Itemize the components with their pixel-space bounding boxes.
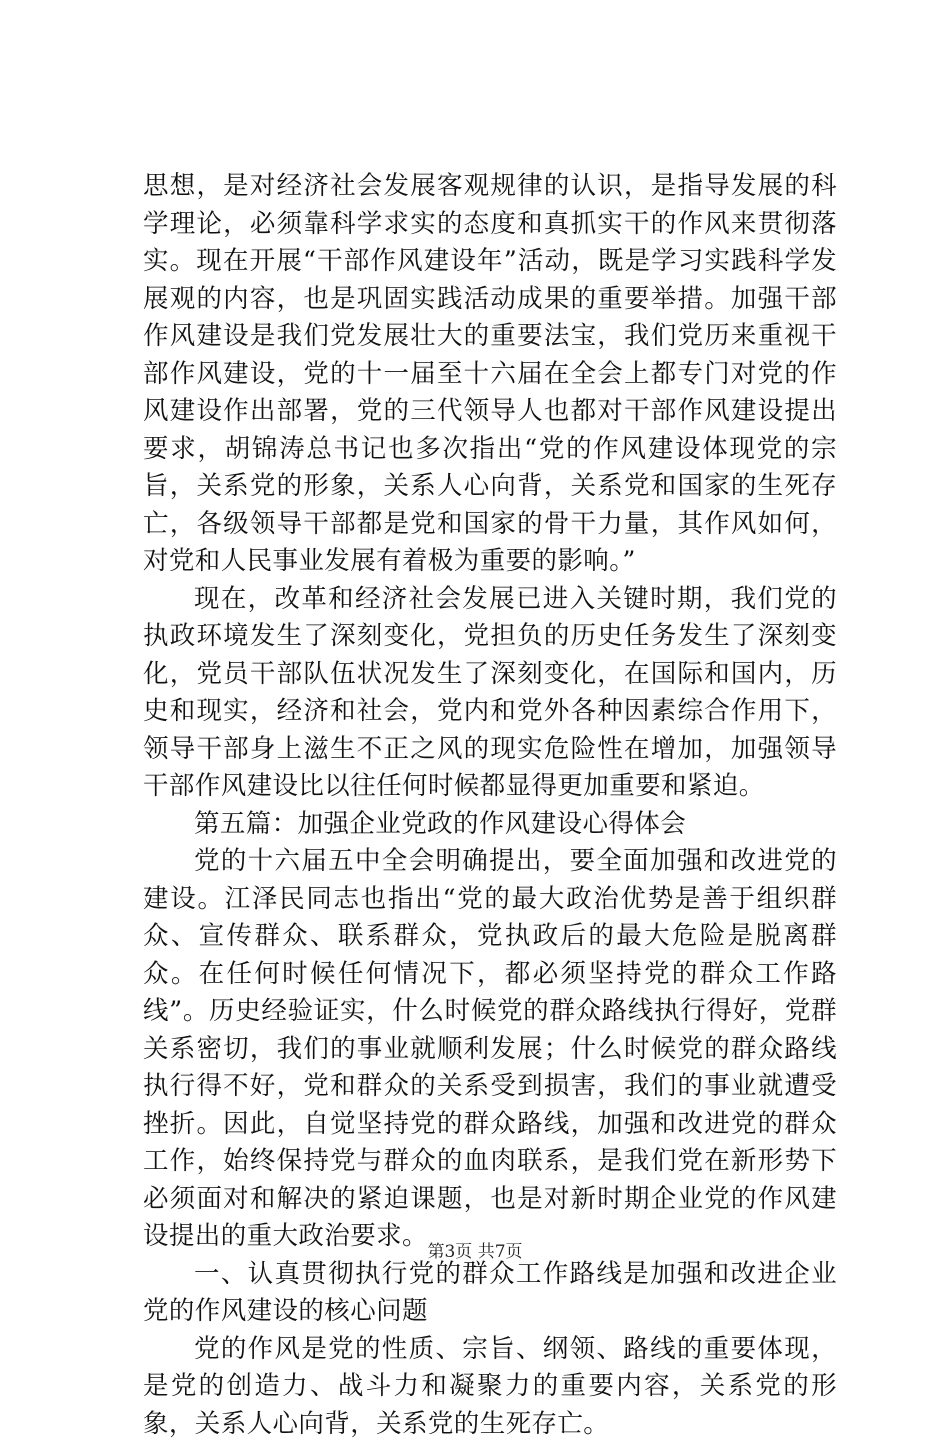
paragraph-continuation: 思想，是对经济社会发展客观规律的认识，是指导发展的科学理论，必须靠科学求实的态度和真抓实干的作风来贯彻落实。现在开展“干部作风建设年”活动，既是学习实践科学发展观的内容，也是巩固实践活动成果的重要举措。加强干部作风建设是我们党发展壮大的重要法宝，我们党历来重视干部作风建设，党的十一届至十六届在全会上都专门对党的作风建设作出部署，党的三代领导人也都对干部作风建设提出要求，胡锦涛总书记也多次指出“党的作风建设体现党的宗旨，关系党的形象，关系人心向背，关系党和国家的生死存亡，各级领导干部都是党和国家的骨干力量，其作风如何，对党和人民事业发展有着极为重要的影响。”: [143, 168, 837, 581]
subheading-point-one: 一、认真贯彻执行党的群众工作路线是加强和改进企业党的作风建设的核心问题: [143, 1256, 837, 1331]
page-footer: 第3页 共7页: [0, 1241, 950, 1263]
paragraph-reform-context: 现在，改革和经济社会发展已进入关键时期，我们党的执政环境发生了深刻变化，党担负的历史任务发生了深刻变化，党员干部队伍状况发生了深刻变化，在国际和国内，历史和现实，经济和社会，党内和党外各种因素综合作用下，领导干部身上滋生不正之风的现实危险性在增加，加强领导干部作风建设比以往任何时候都显得更加重要和紧迫。: [143, 581, 837, 806]
section-heading-part-five: 第五篇：加强企业党政的作风建设心得体会: [143, 806, 837, 844]
paragraph-party-style: 党的作风是党的性质、宗旨、纲领、路线的重要体现，是党的创造力、战斗力和凝聚力的重要内容，关系党的形象，关系人心向背，关系党的生死存亡。: [143, 1331, 837, 1443]
paragraph-mass-line: 党的十六届五中全会明确提出，要全面加强和改进党的建设。江泽民同志也指出“党的最大政治优势是善于组织群众、宣传群众、联系群众，党执政后的最大危险是脱离群众。在任何时候任何情况下，都必须坚持党的群众工作路线”。历史经验证实，什么时候党的群众路线执行得好，党群关系密切，我们的事业就顺利发展；什么时候党的群众路线执行得不好，党和群众的关系受到损害，我们的事业就遭受挫折。因此，自觉坚持党的群众路线，加强和改进党的群众工作，始终保持党与群众的血肉联系，是我们党在新形势下必须面对和解决的紧迫课题，也是对新时期企业党的作风建设提出的重大政治要求。: [143, 843, 837, 1256]
